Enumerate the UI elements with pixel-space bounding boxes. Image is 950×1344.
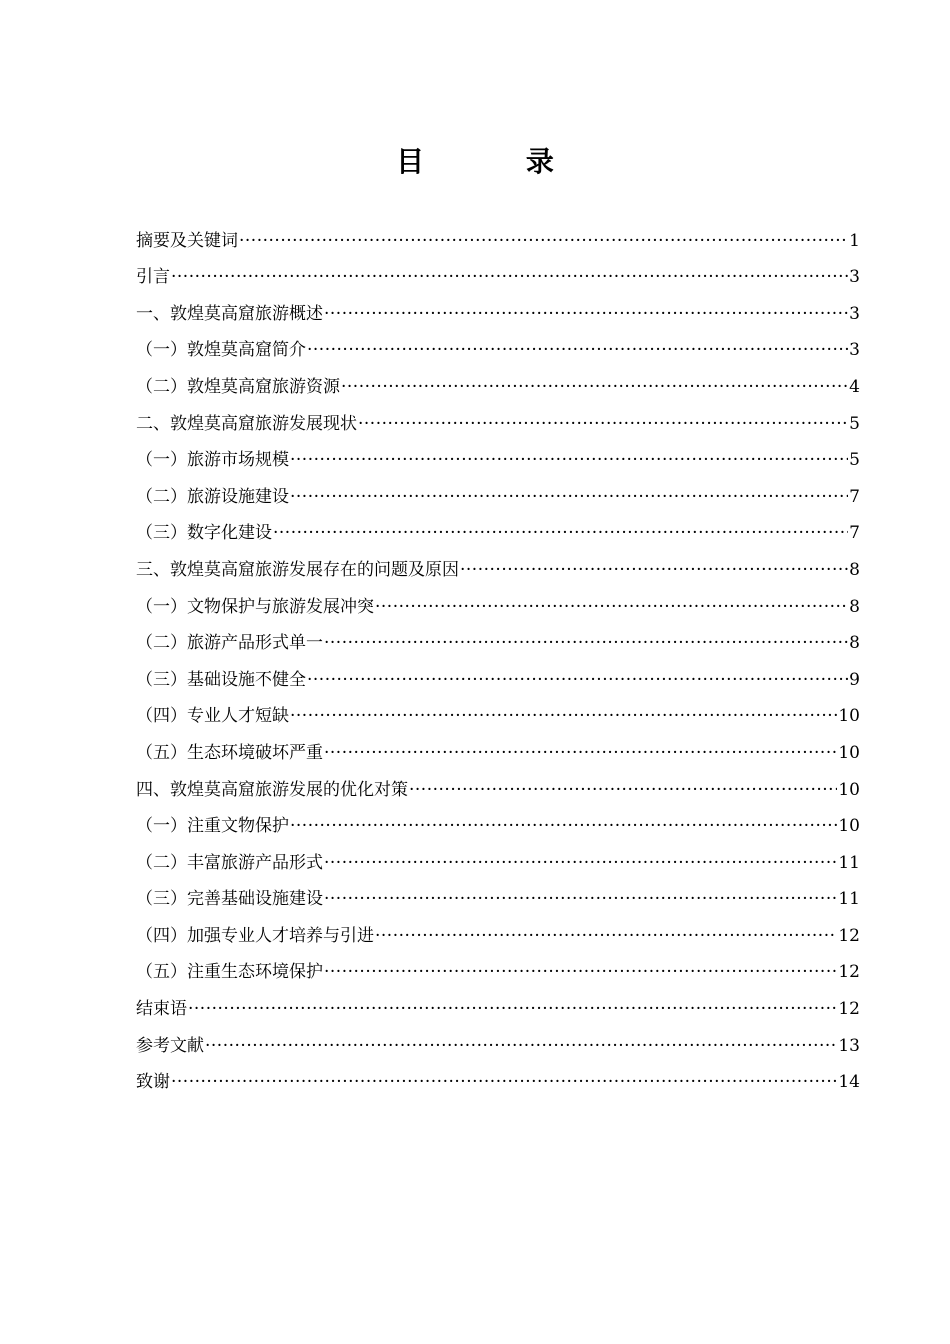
- toc-dot-leader: [409, 772, 837, 808]
- toc-entry-label: （一）文物保护与旅游发展冲突: [136, 596, 374, 617]
- toc-entry[interactable]: [136, 478, 860, 515]
- toc-entry-label: （二）旅游设施建设: [136, 486, 289, 507]
- toc-entry-page-number: 10: [838, 706, 860, 727]
- toc-entry-label: 二、敦煌莫高窟旅游发展现状: [136, 413, 357, 434]
- toc-entry-page-number: 7: [849, 486, 860, 507]
- toc-entry-page-number: 12: [838, 962, 860, 983]
- toc-entry[interactable]: [136, 332, 860, 369]
- toc-entry[interactable]: [136, 405, 860, 442]
- toc-entry-label: （四）专业人才短缺: [136, 706, 289, 727]
- toc-entry-label: 四、敦煌莫高窟旅游发展的优化对策: [136, 779, 408, 800]
- toc-entry-page-number: 3: [849, 340, 860, 361]
- toc-title: 目 录: [396, 145, 600, 178]
- toc-entry-page-number: 9: [849, 669, 860, 690]
- toc-entry-label: 一、敦煌莫高窟旅游概述: [136, 303, 323, 324]
- toc-entry[interactable]: [136, 551, 860, 588]
- toc-entry-page-number: 3: [849, 267, 860, 288]
- toc-entry[interactable]: [136, 990, 860, 1027]
- toc-list: [136, 222, 860, 1100]
- toc-entry-label: （三）数字化建设: [136, 523, 272, 544]
- toc-entry-page-number: 14: [838, 1072, 860, 1093]
- toc-entry[interactable]: [136, 442, 860, 479]
- toc-entry[interactable]: [136, 954, 860, 991]
- toc-entry-page-number: 7: [849, 523, 860, 544]
- toc-entry-page-number: 13: [838, 1035, 860, 1056]
- toc-dot-leader: [188, 991, 837, 1027]
- toc-entry-page-number: 8: [849, 559, 860, 580]
- toc-entry-label: （一）注重文物保护: [136, 816, 289, 837]
- toc-entry[interactable]: [136, 295, 860, 332]
- toc-dot-leader: [290, 808, 837, 844]
- toc-dot-leader: [307, 332, 848, 368]
- toc-dot-leader: [273, 515, 848, 551]
- toc-dot-leader: [375, 589, 848, 625]
- toc-dot-leader: [324, 881, 837, 917]
- toc-entry[interactable]: [136, 259, 860, 296]
- toc-dot-leader: [324, 625, 848, 661]
- toc-entry[interactable]: [136, 1027, 860, 1064]
- toc-dot-leader: [290, 479, 848, 515]
- toc-dot-leader: [324, 845, 837, 881]
- toc-entry-page-number: 8: [849, 633, 860, 654]
- toc-dot-leader: [205, 1028, 837, 1064]
- toc-entry-page-number: 8: [849, 596, 860, 617]
- toc-dot-leader: [171, 1064, 837, 1100]
- toc-dot-leader: [307, 662, 848, 698]
- toc-entry-page-number: 12: [838, 925, 860, 946]
- toc-entry[interactable]: [136, 661, 860, 698]
- toc-dot-leader: [290, 442, 848, 478]
- toc-entry[interactable]: [136, 515, 860, 552]
- toc-entry[interactable]: [136, 625, 860, 662]
- toc-entry[interactable]: [136, 881, 860, 918]
- toc-entry-page-number: 12: [838, 999, 860, 1020]
- toc-dot-leader: [375, 918, 837, 954]
- toc-entry-page-number: 5: [849, 413, 860, 434]
- toc-dot-leader: [324, 954, 837, 990]
- toc-entry-page-number: 10: [838, 816, 860, 837]
- toc-entry-page-number: 1: [849, 230, 860, 251]
- toc-entry-label: （三）基础设施不健全: [136, 669, 306, 690]
- toc-entry-label: 引言: [136, 267, 170, 288]
- toc-dot-leader: [324, 296, 848, 332]
- toc-dot-leader: [239, 223, 848, 259]
- toc-entry-page-number: 4: [849, 376, 860, 397]
- toc-entry[interactable]: [136, 368, 860, 405]
- toc-dot-leader: [358, 406, 848, 442]
- toc-entry-label: （二）丰富旅游产品形式: [136, 852, 323, 873]
- toc-entry-page-number: 10: [838, 742, 860, 763]
- toc-dot-leader: [171, 259, 848, 295]
- toc-entry-label: （三）完善基础设施建设: [136, 889, 323, 910]
- toc-entry-page-number: 10: [838, 779, 860, 800]
- toc-entry[interactable]: [136, 734, 860, 771]
- toc-dot-leader: [341, 369, 848, 405]
- toc-entry[interactable]: [136, 808, 860, 845]
- toc-entry-label: 参考文献: [136, 1035, 204, 1056]
- toc-dot-leader: [290, 698, 837, 734]
- toc-entry-label: 致谢: [136, 1072, 170, 1093]
- toc-entry-label: （一）敦煌莫高窟简介: [136, 340, 306, 361]
- toc-entry-label: （五）注重生态环境保护: [136, 962, 323, 983]
- toc-entry-label: （一）旅游市场规模: [136, 450, 289, 471]
- toc-entry[interactable]: [136, 844, 860, 881]
- toc-entry[interactable]: [136, 1064, 860, 1101]
- toc-entry-label: 结束语: [136, 999, 187, 1020]
- toc-entry-label: （五）生态环境破坏严重: [136, 742, 323, 763]
- toc-entry[interactable]: [136, 588, 860, 625]
- toc-dot-leader: [324, 735, 837, 771]
- toc-entry-page-number: 3: [849, 303, 860, 324]
- toc-entry-page-number: 11: [838, 852, 860, 873]
- toc-dot-leader: [460, 552, 848, 588]
- toc-entry-label: 摘要及关键词: [136, 230, 238, 251]
- toc-entry-label: 三、敦煌莫高窟旅游发展存在的问题及原因: [136, 559, 459, 580]
- toc-entry-page-number: 11: [838, 889, 860, 910]
- toc-entry[interactable]: [136, 771, 860, 808]
- toc-entry[interactable]: [136, 698, 860, 735]
- toc-entry[interactable]: [136, 222, 860, 259]
- toc-entry-label: （二）旅游产品形式单一: [136, 633, 323, 654]
- toc-entry-label: （四）加强专业人才培养与引进: [136, 925, 374, 946]
- toc-entry-label: （二）敦煌莫高窟旅游资源: [136, 376, 340, 397]
- toc-entry[interactable]: [136, 917, 860, 954]
- toc-entry-page-number: 5: [849, 450, 860, 471]
